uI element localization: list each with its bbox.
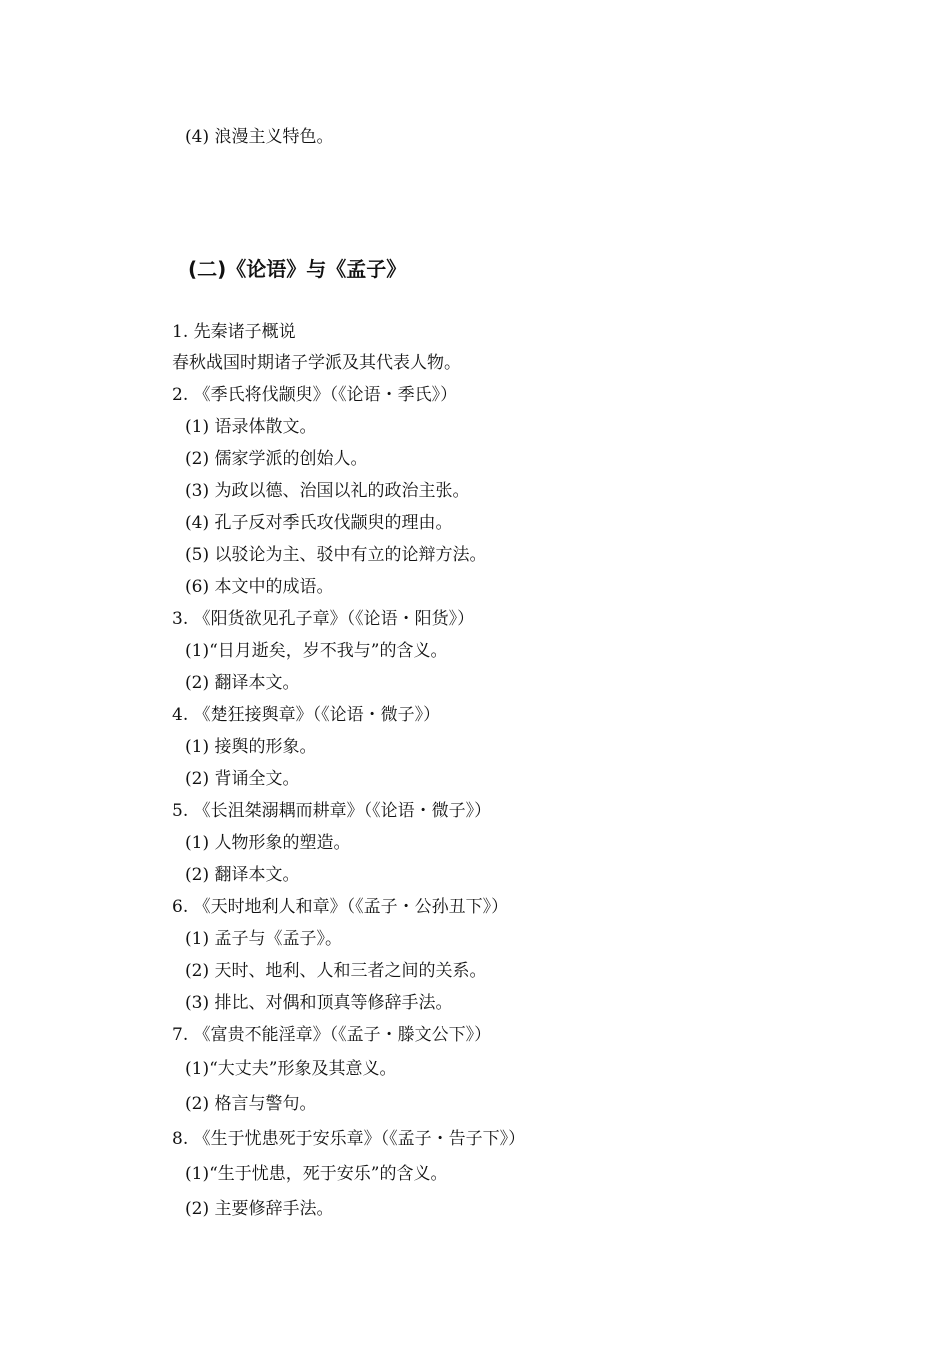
outline-line: (4) 孔子反对季氏攻伐颛臾的理由。 — [185, 513, 453, 533]
outline-line: 2. 《季氏将伐颛臾》（《论语・季氏》） — [172, 385, 458, 405]
outline-line: (2) 主要修辞手法。 — [185, 1199, 334, 1219]
outline-line: 4. 《楚狂接舆章》（《论语・微子》） — [172, 705, 441, 725]
outline-line: (1) 接舆的形象。 — [185, 737, 317, 757]
outline-line: (1)“日月逝矣，岁不我与”的含义。 — [185, 641, 448, 661]
outline-line: 春秋战国时期诸子学派及其代表人物。 — [172, 353, 461, 373]
outline-line: (2) 格言与警句。 — [185, 1094, 317, 1114]
section-heading: (二)《论语》与《孟子》 — [188, 257, 407, 281]
outline-line: (3) 排比、对偶和顶真等修辞手法。 — [185, 993, 453, 1013]
outline-line: (2) 翻译本文。 — [185, 865, 300, 885]
outline-line: (1)“大丈夫”形象及其意义。 — [185, 1059, 397, 1079]
outline-line: 7. 《富贵不能淫章》（《孟子・滕文公下》） — [172, 1025, 492, 1045]
outline-line: (2) 背诵全文。 — [185, 769, 300, 789]
outline-line: (1) 人物形象的塑造。 — [185, 833, 351, 853]
outline-line: (6) 本文中的成语。 — [185, 577, 334, 597]
outline-line: 5. 《长沮桀溺耦而耕章》（《论语・微子》） — [172, 801, 492, 821]
outline-line: (2) 翻译本文。 — [185, 673, 300, 693]
outline-line: 8. 《生于忧患死于安乐章》（《孟子・告子下》） — [172, 1129, 526, 1149]
outline-line: (1)“生于忧患，死于安乐”的含义。 — [185, 1164, 448, 1184]
outline-line: (2) 儒家学派的创始人。 — [185, 449, 368, 469]
outline-line: (5) 以驳论为主、驳中有立的论辩方法。 — [185, 545, 487, 565]
outline-line: (1) 语录体散文。 — [185, 417, 317, 437]
top-list-item: (4) 浪漫主义特色。 — [185, 127, 334, 147]
outline-line: 1. 先秦诸子概说 — [172, 322, 296, 342]
outline-line: 3. 《阳货欲见孔子章》（《论语・阳货》） — [172, 609, 475, 629]
outline-line: (1) 孟子与《孟子》。 — [185, 929, 342, 949]
outline-line: (2) 天时、地利、人和三者之间的关系。 — [185, 961, 487, 981]
outline-line: 6. 《天时地利人和章》（《孟子・公孙丑下》） — [172, 897, 509, 917]
outline-line: (3) 为政以德、治国以礼的政治主张。 — [185, 481, 470, 501]
